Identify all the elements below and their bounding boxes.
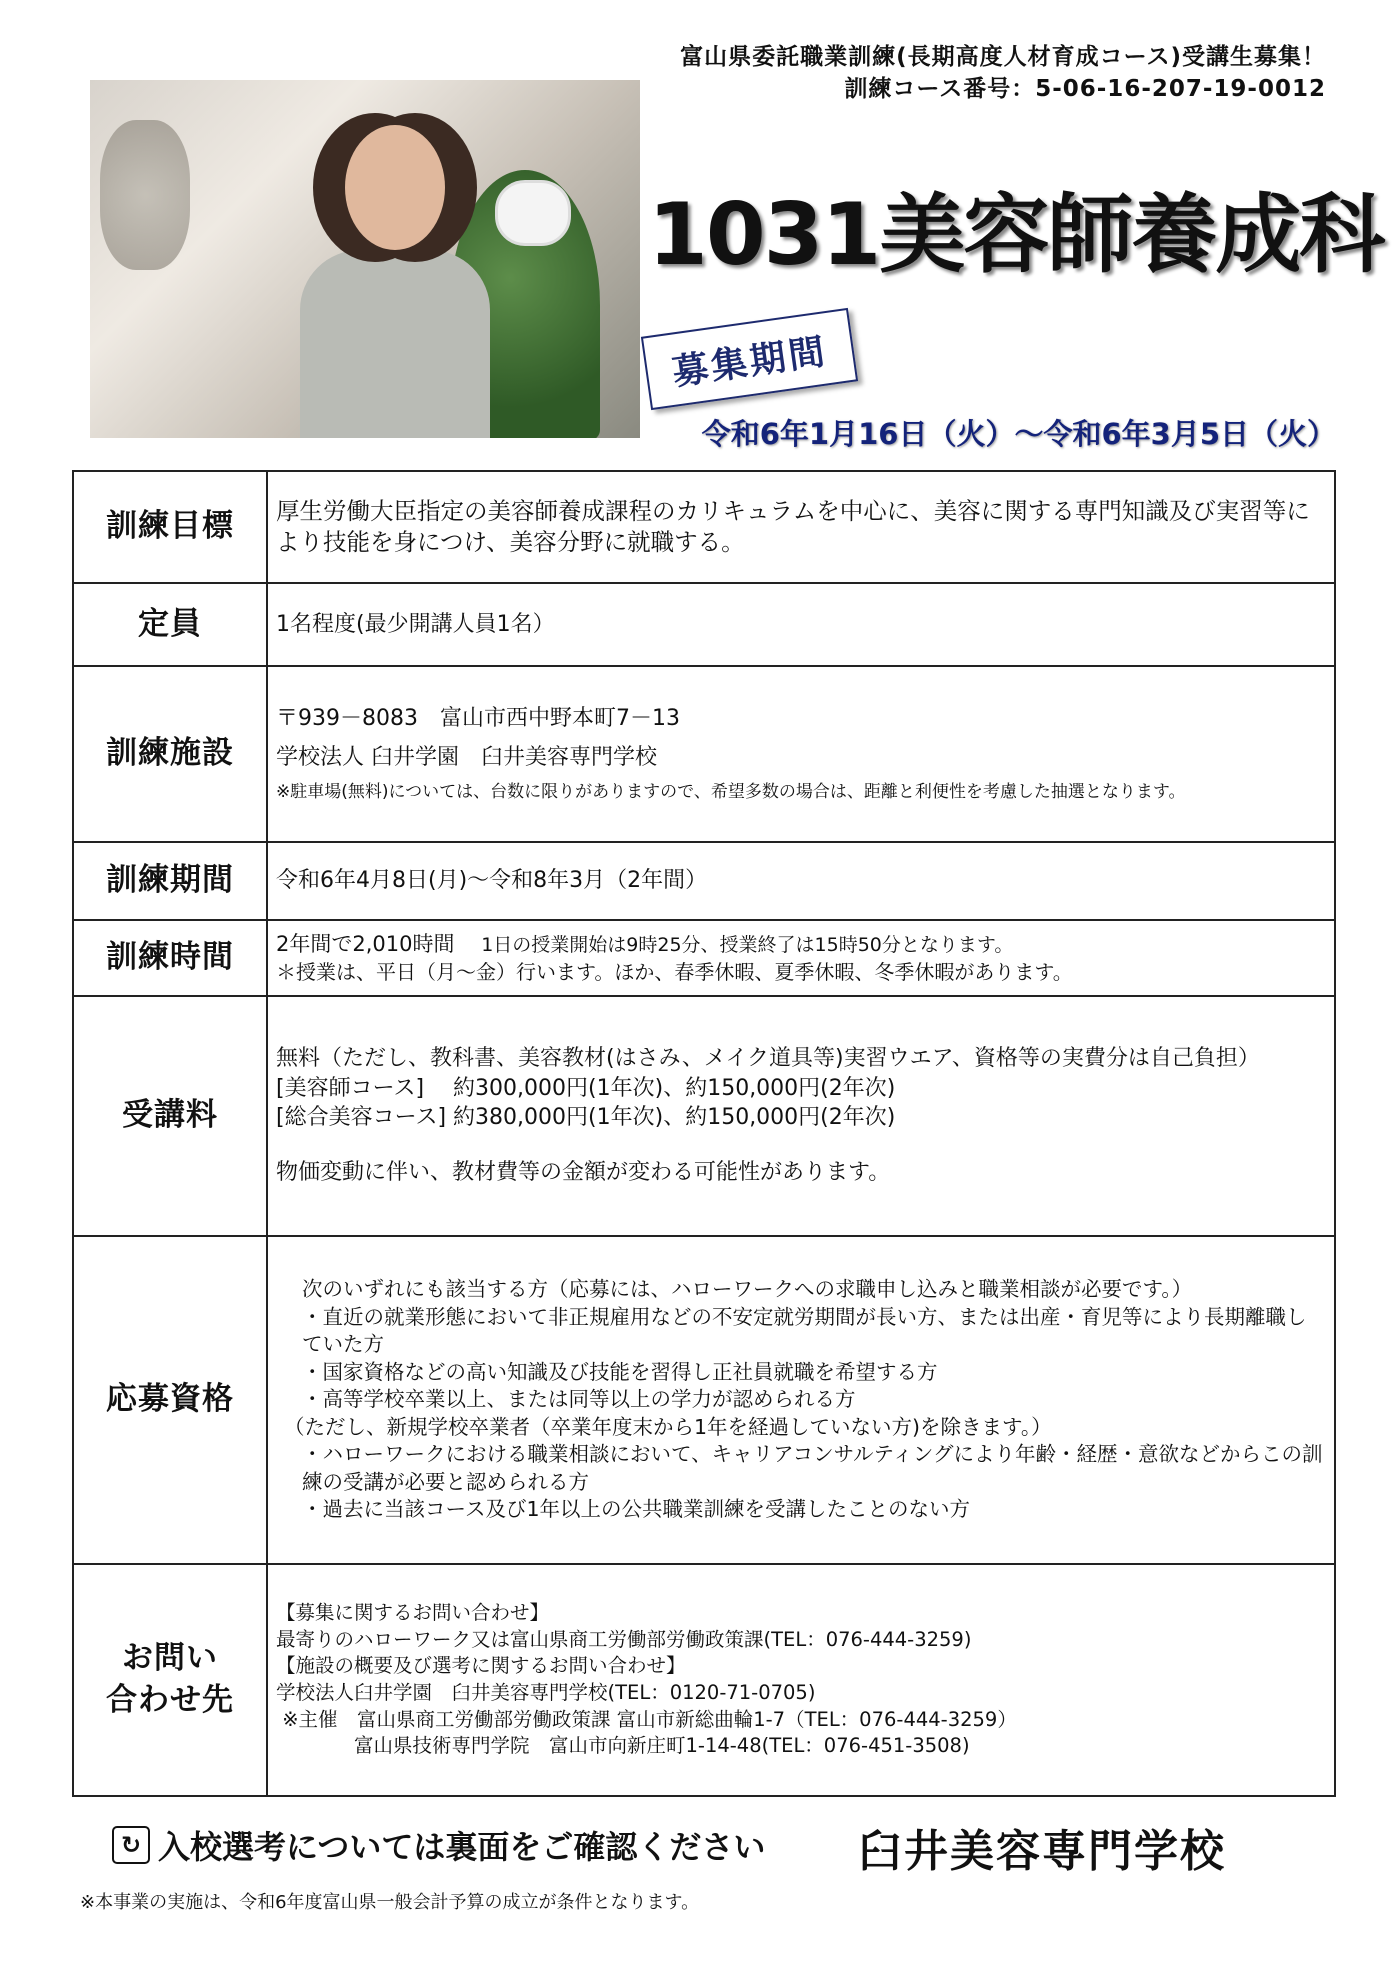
hours-cell	[267, 920, 1335, 996]
term-label: 訓練期間	[73, 842, 267, 920]
hours-daily: 1日の授業開始は9時25分、授業終了は15時50分となります。	[481, 934, 1014, 957]
row-goal	[73, 471, 1335, 583]
contact-text-2: 学校法人臼井学園 臼井美容専門学校(TEL：0120-71-0705)	[276, 1681, 816, 1704]
recruitment-period: 令和6年1月16日（火）～令和6年3月5日（火）	[701, 417, 1336, 451]
facility-school: 学校法人 臼井学園 臼井美容専門学校	[276, 745, 657, 771]
facility-label: 訓練施設	[73, 666, 267, 842]
background-decor	[100, 120, 190, 270]
contact-label	[73, 1564, 267, 1796]
facility-note: ※駐車場(無料)については、台数に限りがありますので、希望多数の場合は、距離と利便性を考慮した抽選となります。	[276, 781, 1186, 802]
fee-line-4: 物価変動に伴い、教材費等の金額が変わる可能性があります。	[276, 1160, 891, 1186]
contact-text-1: 最寄りのハローワーク又は富山県商工労働部労働政策課(TEL：076-444-3259)	[276, 1627, 972, 1651]
fee-line-2: [美容師コース] 約300,000円(1年次)、約150,000円(2年次)	[276, 1075, 896, 1101]
header-line-1: 富山県委託職業訓練(長期高度人材育成コース)受講生募集！	[680, 44, 1326, 70]
recruitment-period-label: 募集期間	[641, 308, 858, 410]
fee-line-3: [総合美容コース] 約380,000円(1年次)、約150,000円(2年次)	[276, 1105, 896, 1130]
hair-dryer-icon	[495, 180, 571, 246]
selection-notice-text: 入校選考については裏面をご確認ください	[158, 1828, 766, 1866]
row-contact	[73, 1564, 1335, 1796]
eligibility-item-4: ・ハローワークにおける職業相談において、キャリアコンサルティングにより年齢・経歴・意欲などからこの訓練の受講が必要と認められる方	[302, 1442, 1323, 1494]
contact-label-line-1: お問い	[122, 1640, 218, 1677]
hours-total: 2年間で2,010時間	[276, 932, 455, 957]
capacity-label: 定員	[73, 583, 267, 666]
hours-note: ＊授業は、平日（月～金）行います。ほか、春季休暇、夏季休暇、冬季休暇があります。	[276, 959, 1073, 984]
contact-cell	[267, 1564, 1335, 1796]
fee-label: 受講料	[73, 996, 267, 1236]
person-head	[345, 125, 445, 250]
eligibility-item-3-note: （ただし、新規学校卒業者（卒業年度末から1年を経過していない方)を除きます。）	[284, 1414, 1052, 1439]
course-info-table	[72, 470, 1336, 1797]
capacity-text: 1名程度(最少開講人員1名）	[267, 583, 1335, 666]
goal-label: 訓練目標	[73, 471, 267, 583]
fee-cell	[267, 996, 1335, 1236]
row-eligibility	[73, 1236, 1335, 1564]
eligibility-label: 応募資格	[73, 1236, 267, 1564]
eligibility-item-5: ・過去に当該コース及び1年以上の公共職業訓練を受講したことのない方	[302, 1497, 971, 1522]
contact-heading-2: 【施設の概要及び選考に関するお問い合わせ】	[276, 1654, 686, 1678]
eligibility-intro: 次のいずれにも該当する方（応募には、ハローワークへの求職申し込みと職業相談が必要です。）	[302, 1277, 1193, 1302]
goal-text: 厚生労働大臣指定の美容師養成課程のカリキュラムを中心に、美容に関する専門知識及び実習等により技能を身につけ、美容分野に就職する。	[267, 471, 1335, 583]
hairdresser-photo	[90, 80, 640, 438]
refresh-icon: ↻	[112, 1826, 150, 1864]
eligibility-item-3: ・高等学校卒業以上、または同等以上の学力が認められる方	[302, 1387, 856, 1412]
contact-label-line-2: 合わせ先	[106, 1682, 234, 1718]
budget-note: ※本事業の実施は、令和6年度富山県一般会計予算の成立が条件となります。	[80, 1892, 700, 1913]
fee-line-1: 無料（ただし、教科書、美容教材(はさみ、メイク道具等)実習ウエア、資格等の実費分は自己負担）	[276, 1046, 1260, 1072]
contact-organizer-2: 富山県技術専門学院 富山市向新庄町1-14-48(TEL：076-451-3508)	[276, 1734, 970, 1758]
eligibility-cell	[267, 1236, 1335, 1564]
school-name: 臼井美容専門学校	[858, 1826, 1226, 1877]
course-title: 1031美容師養成科	[648, 185, 1384, 285]
course-number: 訓練コース番号：5-06-16-207-19-0012	[844, 76, 1326, 102]
row-term	[73, 842, 1335, 920]
hours-label: 訓練時間	[73, 920, 267, 996]
term-text: 令和6年4月8日(月)～令和8年3月（2年間）	[267, 842, 1335, 920]
person-body	[300, 250, 490, 438]
eligibility-item-2: ・国家資格などの高い知識及び技能を習得し正社員就職を希望する方	[302, 1359, 938, 1384]
eligibility-item-1: ・直近の就業形態において非正規雇用などの不安定就労期間が長い方、または出産・育児等により長期離職していた方	[302, 1304, 1307, 1357]
row-facility	[73, 666, 1335, 842]
row-fee	[73, 996, 1335, 1236]
facility-cell	[267, 666, 1335, 842]
facility-address: 〒939－8083 富山市西中野本町7－13	[276, 705, 680, 731]
contact-heading-1: 【募集に関するお問い合わせ】	[276, 1601, 550, 1625]
spacer	[276, 1132, 1324, 1158]
selection-notice	[112, 1822, 765, 1868]
row-hours	[73, 920, 1335, 996]
contact-organizer-1: ※主催 富山県商工労働部労働政策課 富山市新総曲輪1-7（TEL：076-444-3259）	[276, 1707, 1017, 1731]
row-capacity	[73, 583, 1335, 666]
